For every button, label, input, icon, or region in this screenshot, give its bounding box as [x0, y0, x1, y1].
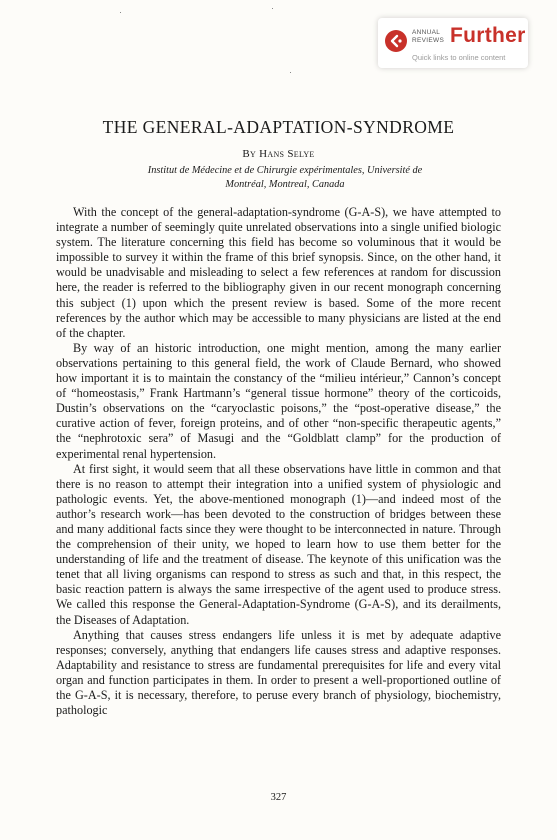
further-label: Further [450, 24, 526, 47]
wordmark-line-2: REVIEWS [412, 36, 445, 44]
annual-reviews-logo-icon [385, 30, 407, 52]
wordmark-line-1: ANNUAL [412, 29, 441, 36]
article-body [56, 205, 501, 718]
quick-links-link[interactable]: Quick links to online content [412, 53, 506, 62]
annual-reviews-further-badge[interactable] [378, 18, 528, 68]
article-title: THE GENERAL-ADAPTATION-SYNDROME [102, 117, 455, 137]
affiliation-line-1: Institut de Médecine et de Chirurgie expérimentales, Université de [147, 165, 423, 176]
author-name: By Hans Selye [242, 148, 315, 160]
body-paragraph: Anything that causes stress endangers life unless it is met by adequate adaptive responses; conversely, anything that endangers life causes stress and adaptive responses. Adaptability and resistance to stress are fundamental prerequisites for life and every vital organ and function participates in them. In order to present a well-proportioned outline of the G-A-S, it is necessary, therefore, to peruse every branch of physiology, biochemistry, pathologic [56, 627, 501, 718]
scan-speck [120, 12, 121, 13]
author-affiliation [140, 164, 430, 192]
affiliation-line-2: Montréal, Montreal, Canada [225, 179, 345, 190]
scan-speck [290, 72, 291, 73]
body-paragraph: At first sight, it would seem that all these observations have little in common and that there is no reason to attempt their integration into a unified system of physiologic and pathologic events. Yet, the above-mentioned monograph (1)—and indeed most of the author’s research work—has been devoted to the construction of bridges between these and many additional facts since they were thought to be interconnected in nature. Through the comprehension of their unity, we hoped to learn how to use them better for the understanding of life and the treatment of disease. The keynote of this unification was the tenet that all living organisms can respond to stress as such and that, in this respect, the basic reaction pattern is always the same irrespective of the agent used to produce stress. We called this response the General-Adaptation-Syndrome (G-A-S), and its derailments, the Diseases of Adaptation. [56, 461, 501, 627]
author-byline [0, 148, 557, 160]
body-paragraph: By way of an historic introduction, one might mention, among the many earlier observations pertaining to this general field, the work of Claude Bernard, who showed how important it is to maintain the constancy of the “milieu intérieur,” Cannon’s concept of “homeostasis,” Frank Hartmann’s “general tissue hormone” theory of the corticoids, Dustin’s observations on the “caryoclastic poisons,” the “post-operative disease,” the curative action of fever, foreign proteins, and of other “non-specific therapeutic agents,” the “nephrotoxic sera” of Masugi and the “Goldblatt clamp” for the production of experimental renal hypertension. [56, 340, 501, 461]
scan-speck [272, 8, 273, 9]
annual-reviews-wordmark [412, 29, 444, 44]
page-number: 327 [270, 792, 287, 803]
body-paragraph: With the concept of the general-adaptation-syndrome (G-A-S), we have attempted to integrate a number of seemingly quite unrelated observations into a single unified biologic system. The literature concerning this field has become so voluminous that it would be impossible to survey it within the frame of this brief synopsis. Since, on the other hand, it would be unadvisable and misleading to select a few references at random for discussion here, the reader is referred to the bibliography given in our recent monograph concerning this subject (1) upon which the present review is based. Some of the more recent references by the author which may be accessible to many physicians are listed at the end of the chapter. [56, 205, 501, 340]
